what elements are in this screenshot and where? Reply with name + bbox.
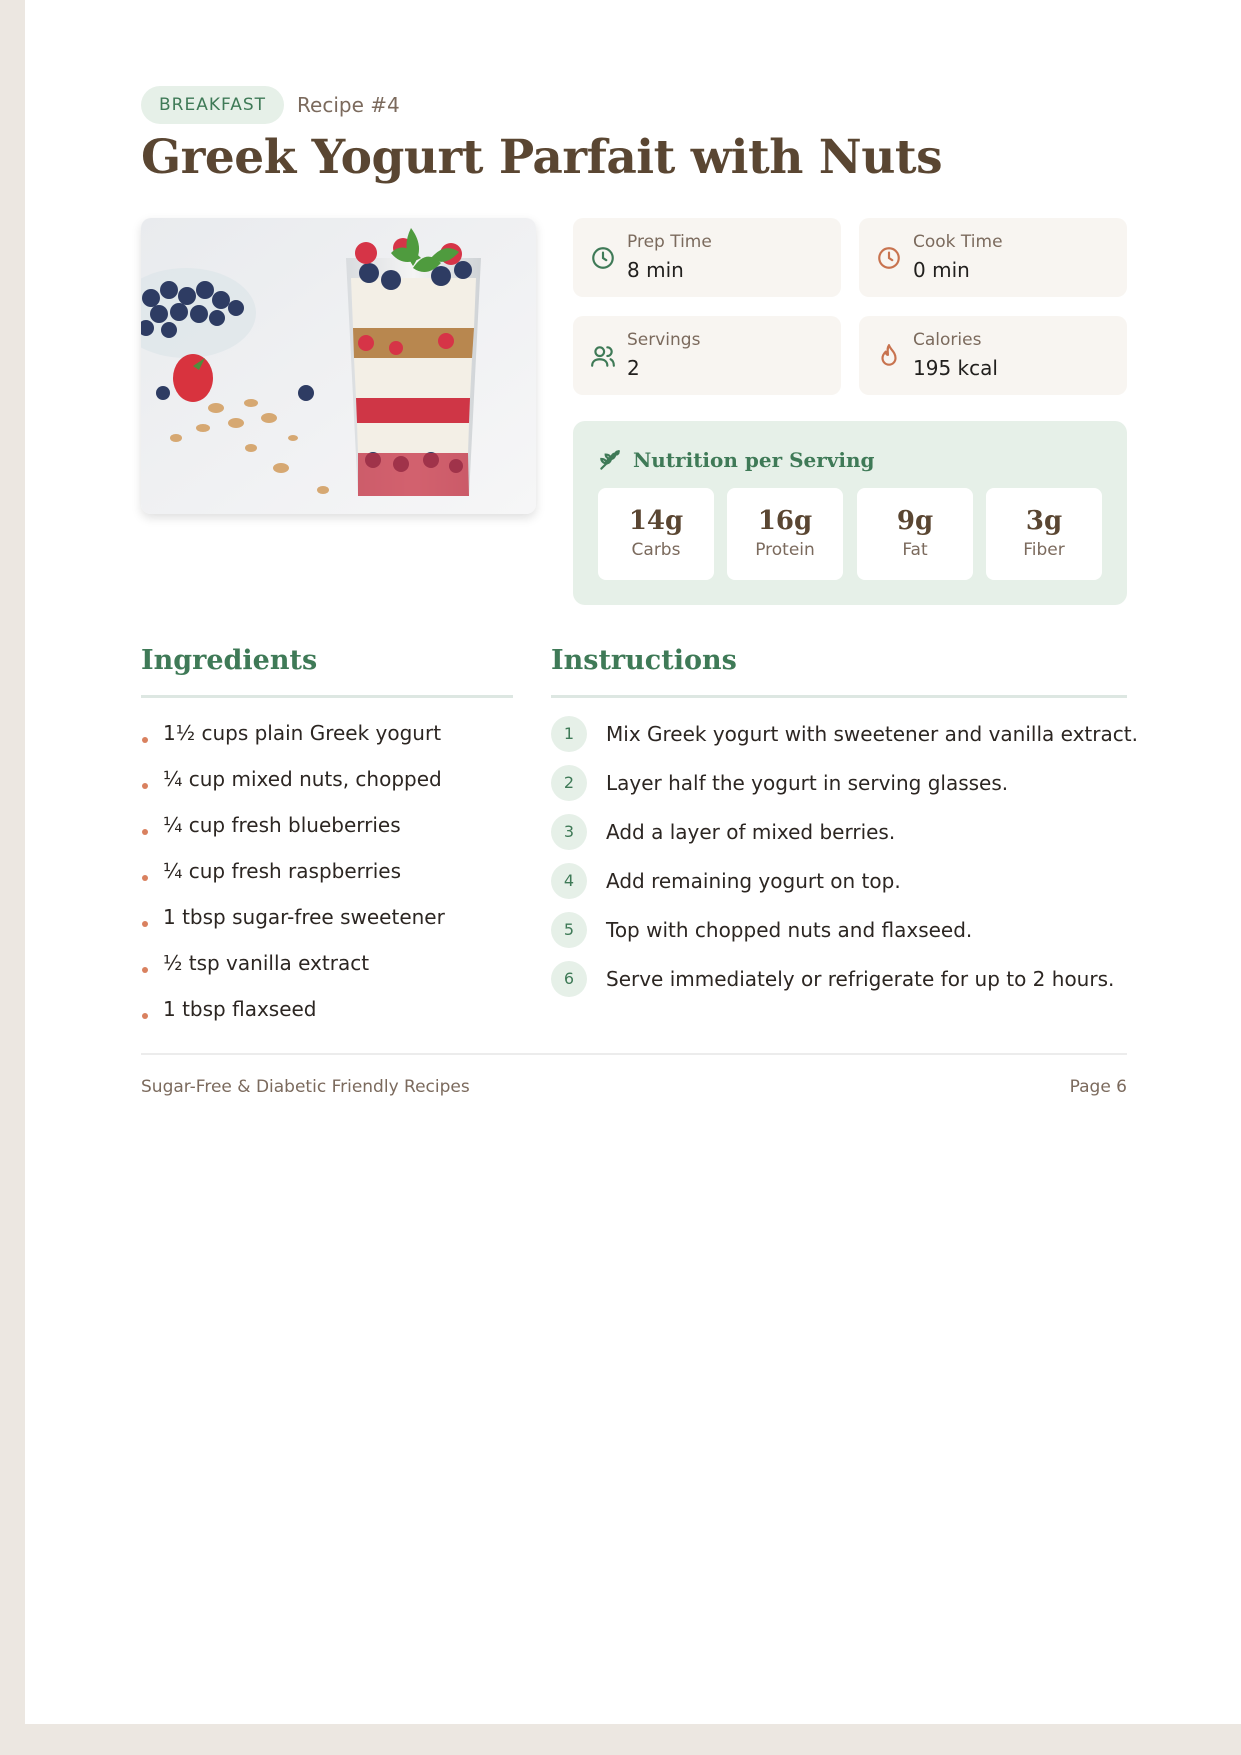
instructions-heading: Instructions xyxy=(551,645,737,676)
step-number: 2 xyxy=(551,765,587,801)
step-text: Mix Greek yogurt with sweetener and vanilla extract. xyxy=(606,722,1138,746)
recipe-title: Greek Yogurt Parfait with Nuts xyxy=(141,130,943,185)
instruction-step xyxy=(551,912,1127,961)
step-text: Add a layer of mixed berries. xyxy=(606,820,896,844)
leaf-icon xyxy=(597,447,623,473)
servings-value: 2 xyxy=(627,356,640,380)
instructions-divider xyxy=(551,695,1127,698)
footer-divider xyxy=(141,1053,1127,1055)
instruction-step xyxy=(551,765,1127,814)
ingredient-text: 1 tbsp sugar-free sweetener xyxy=(163,905,445,929)
servings-label: Servings xyxy=(627,330,701,350)
nutrition-label: Carbs xyxy=(631,540,681,560)
ingredient-list xyxy=(141,713,513,1035)
ingredients-divider xyxy=(141,695,513,698)
footer-book-title: Sugar-Free & Diabetic Friendly Recipes xyxy=(141,1077,470,1097)
recipe-meta xyxy=(141,86,400,124)
step-text: Top with chopped nuts and flaxseed. xyxy=(606,918,973,942)
instruction-step xyxy=(551,814,1127,863)
prep-time-card xyxy=(573,218,841,297)
bullet-dot xyxy=(142,783,148,789)
bullet-dot xyxy=(142,737,148,743)
ingredients-heading: Ingredients xyxy=(141,645,318,676)
calories-card xyxy=(859,316,1127,395)
nutrition-value: 14g xyxy=(628,506,684,536)
calories-value: 195 kcal xyxy=(913,356,998,380)
ingredient-item xyxy=(141,805,513,851)
recipe-number: Recipe #4 xyxy=(297,93,400,117)
people-icon xyxy=(590,343,616,369)
ingredient-item xyxy=(141,989,513,1035)
footer-page-number: Page 6 xyxy=(1069,1077,1127,1097)
nutrition-value: 9g xyxy=(896,506,934,536)
nutrition-value: 16g xyxy=(757,506,813,536)
bullet-dot xyxy=(142,829,148,835)
bullet-dot xyxy=(142,875,148,881)
ingredient-item xyxy=(141,713,513,759)
nutrition-item-fat xyxy=(857,488,973,580)
ingredient-item xyxy=(141,943,513,989)
step-number: 6 xyxy=(551,961,587,997)
clock-icon xyxy=(590,245,616,271)
nutrition-item-carbs xyxy=(598,488,714,580)
nutrition-label: Fiber xyxy=(1023,540,1065,560)
step-text: Add remaining yogurt on top. xyxy=(606,869,901,893)
prep-time-value: 8 min xyxy=(627,258,684,282)
calories-label: Calories xyxy=(913,330,982,350)
cook-time-label: Cook Time xyxy=(913,232,1003,252)
nutrition-item-protein xyxy=(727,488,843,580)
instruction-step xyxy=(551,863,1127,912)
bullet-dot xyxy=(142,921,148,927)
ingredient-item xyxy=(141,897,513,943)
ingredient-text: ¼ cup fresh raspberries xyxy=(163,859,402,883)
step-number: 1 xyxy=(551,716,587,752)
recipe-page xyxy=(25,0,1241,1724)
ingredient-text: 1 tbsp flaxseed xyxy=(163,997,317,1021)
instruction-step xyxy=(551,716,1138,765)
ingredient-text: ¼ cup mixed nuts, chopped xyxy=(163,767,442,791)
step-number: 5 xyxy=(551,912,587,948)
bullet-dot xyxy=(142,1013,148,1019)
nutrition-label: Fat xyxy=(902,540,928,560)
recipe-photo xyxy=(141,218,536,514)
step-text: Layer half the yogurt in serving glasses. xyxy=(606,771,1009,795)
ingredient-text: 1½ cups plain Greek yogurt xyxy=(163,721,442,745)
step-text: Serve immediately or refrigerate for up to 2 hours. xyxy=(606,967,1115,991)
nutrition-panel xyxy=(573,421,1127,605)
step-number: 3 xyxy=(551,814,587,850)
cook-time-value: 0 min xyxy=(913,258,970,282)
instruction-list xyxy=(551,716,1138,1010)
nutrition-value: 3g xyxy=(1025,506,1063,536)
prep-time-label: Prep Time xyxy=(627,232,712,252)
nutrition-label: Protein xyxy=(755,540,815,560)
flame-icon xyxy=(876,343,902,369)
ingredient-item xyxy=(141,759,513,805)
nutrition-title: Nutrition per Serving xyxy=(633,448,875,472)
ingredient-text: ¼ cup fresh blueberries xyxy=(163,813,401,837)
nutrition-item-fiber xyxy=(986,488,1102,580)
category-tag: BREAKFAST xyxy=(141,86,284,124)
ingredient-text: ½ tsp vanilla extract xyxy=(163,951,370,975)
ingredient-item xyxy=(141,851,513,897)
clock-icon xyxy=(876,245,902,271)
instruction-step xyxy=(551,961,1127,1010)
step-number: 4 xyxy=(551,863,587,899)
bullet-dot xyxy=(142,967,148,973)
cook-time-card xyxy=(859,218,1127,297)
servings-card xyxy=(573,316,841,395)
